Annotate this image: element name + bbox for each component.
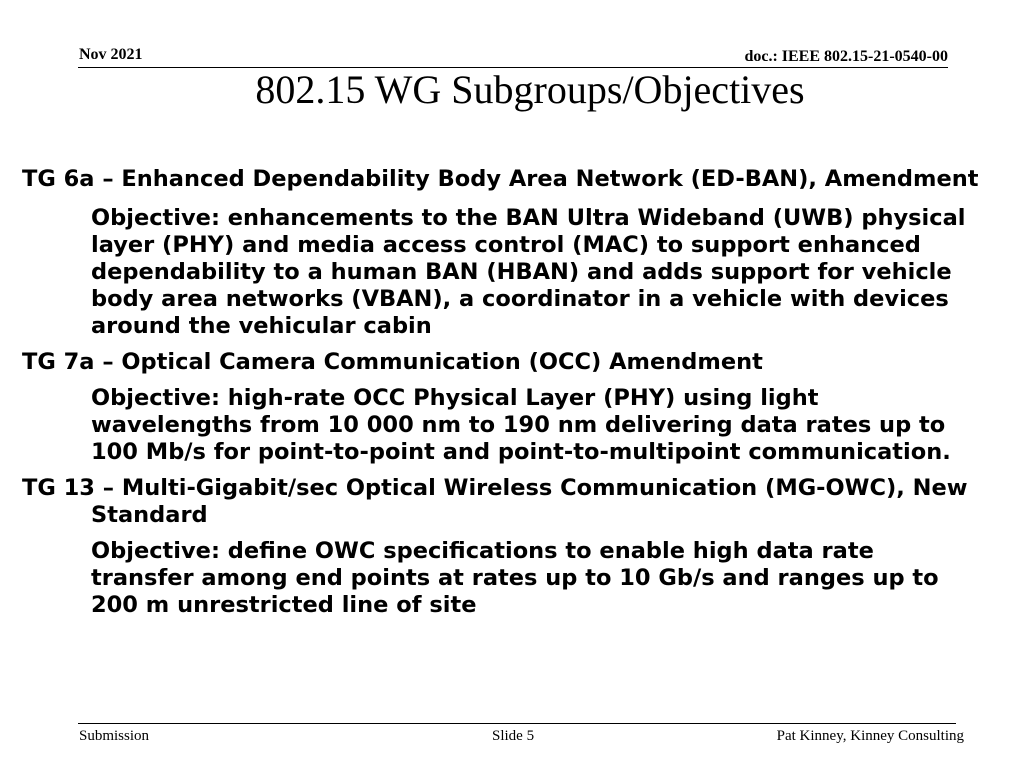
footer-author: Pat Kinney, Kinney Consulting [776,728,964,744]
section-objective-tg6a: Objective: enhancements to the BAN Ultra Wideband (UWB) physical layer (PHY) and media access control (MAC) to support enhanced dependability to a human BAN (HBAN) and adds support for vehicle body area networks (VBAN), a coordinator in a vehicle with devices around the vehicular cabin [91,205,966,339]
footer-submission: Submission [79,728,150,744]
header-doc-id: doc.: IEEE 802.15-21-0540-00 [744,48,948,65]
section-objective-tg13: Objective: define OWC specifications to enable high data rate transfer among end points at rates up to 10 Gb/s and ranges up to 200 m unrestricted line of site [91,538,939,618]
slide-title: 802.15 WG Subgroups/Objectives [255,67,805,112]
section-heading-tg6a: TG 6a – Enhanced Dependability Body Area Network (ED-BAN), Amendment [22,166,979,192]
section-heading-tg7a: TG 7a – Optical Camera Communication (OCC) Amendment [22,349,763,375]
header-date: Nov 2021 [79,46,143,63]
section-objective-tg7a: Objective: high-rate OCC Physical Layer (PHY) using light wavelengths from 10 000 nm to 190 nm delivering data rates up to 100 Mb/s for point-to-point and point-to-multipoint communication. [91,385,951,465]
footer-divider [78,723,956,724]
slide-body [22,166,982,619]
footer-slide-number: Slide 5 [492,728,535,744]
section-heading-tg13: TG 13 – Multi-Gigabit/sec Optical Wireless Communication (MG-OWC), New Standard [22,475,968,528]
